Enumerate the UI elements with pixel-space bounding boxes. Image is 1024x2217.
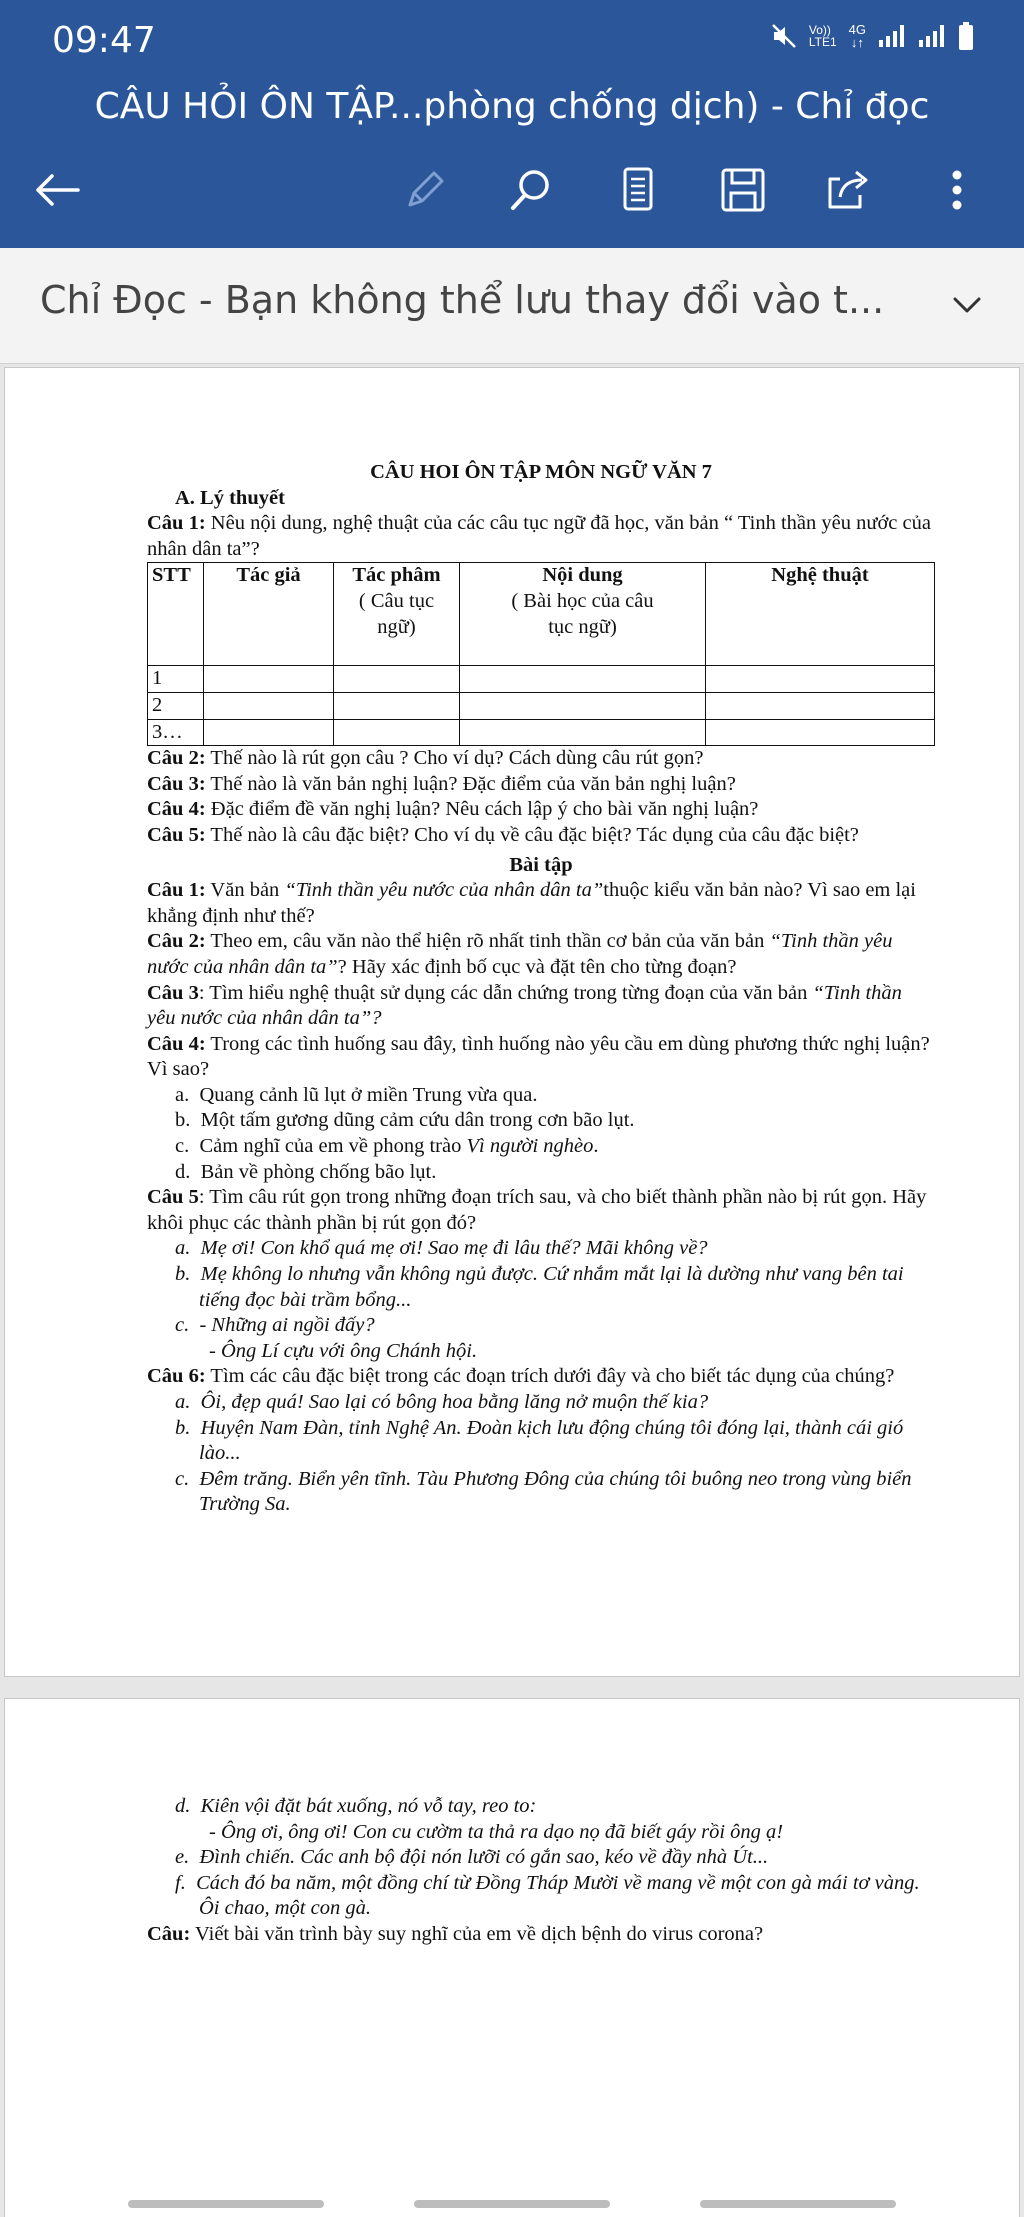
list-item: b. Một tấm gương dũng cảm cứu dân trong cơn bão lụt. (175, 1109, 635, 1132)
question-5: Câu 5: Thế nào là câu đặc biệt? Cho ví dụ về câu đặc biệt? Tác dụng của câu đặc biệt? (147, 823, 859, 846)
document-page-1[interactable] (4, 367, 1020, 1677)
list-item: d. Kiên vội đặt bát xuống, nó vỗ tay, reo to: (175, 1795, 537, 1817)
doc-title: CÂU HOI ÔN TẬP MÔN NGỮ VĂN 7 (370, 461, 712, 483)
list-item: c. Cảm nghĩ của em về phong trào Vì người nghèo. (175, 1135, 599, 1158)
read-only-banner[interactable] (0, 248, 1024, 364)
nav-back-button[interactable] (700, 2200, 896, 2208)
page-2-content (147, 1794, 935, 1948)
list-item: c. Đêm trăng. Biển yên tĩnh. Tàu Phương Đông của chúng tôi buông neo trong vùng biển Trường Sa. (175, 1467, 912, 1516)
battery-icon (958, 22, 974, 50)
reading-view-button[interactable] (603, 160, 673, 220)
exercise-6: Câu 6: Tìm các câu đặc biệt trong các đoạn trích dưới đây và cho biết tác dụng của chúng? (147, 1365, 895, 1388)
col-nghe-thuat: Nghệ thuật (706, 563, 935, 666)
col-tac-pham: Tác phâm ( Câu tục ngữ) (334, 563, 460, 666)
save-icon (718, 165, 768, 215)
network-label: Vo)) LTE1 (808, 23, 837, 49)
question-2: Câu 2: Thế nào là rút gọn câu ? Cho ví dụ? Cách dùng câu rút gọn? (147, 747, 704, 770)
final-question: Câu: Viết bài văn trình bày suy nghĩ của em về dịch bệnh do virus corona? (147, 1922, 764, 1945)
status-time: 09:47 (52, 20, 156, 61)
nav-recent-button[interactable] (128, 2200, 324, 2208)
back-icon (32, 170, 82, 210)
page-1-content (147, 460, 935, 1518)
question-4: Câu 4: Đặc điểm đề văn nghị luận? Nêu cách lập ý cho bài văn nghị luận? (147, 798, 759, 821)
more-options-button[interactable] (922, 160, 992, 220)
share-icon (824, 165, 874, 215)
list-item-continuation: - Ông Lí cựu với ông Chánh hội. (209, 1339, 478, 1362)
mute-icon (771, 23, 797, 49)
edit-button[interactable] (390, 160, 460, 220)
list-item: b. Huyện Nam Đàn, tỉnh Nghệ An. Đoàn kịch lưu động chúng tôi đóng lại, thành cái gió lào... (175, 1416, 904, 1465)
list-item: c. - Những ai ngồi đấy? (175, 1314, 375, 1337)
table-header-row (148, 563, 935, 666)
col-tac-gia: Tác giả (204, 563, 334, 666)
list-item-continuation: - Ông ơi, ông ơi! Con cu cườm ta thả ra dạo nọ đã biết gáy rồi ông ạ! (209, 1820, 784, 1843)
question-1: Câu 1: Nêu nội dung, nghệ thuật của các câu tục ngữ đã học, văn bản “ Tinh thần yêu nước của nhân dân ta”? (147, 512, 931, 560)
section-a-heading: A. Lý thuyết (175, 486, 285, 509)
table-row: 2 (148, 692, 935, 719)
network-type-label: 4G ↓↑ (848, 22, 866, 50)
status-icons (771, 22, 974, 50)
list-item: f. Cách đó ba năm, một đồng chí từ Đồng Tháp Mười về mang về một con gà mái tơ vàng. Ôi chao, một con gà. (175, 1871, 920, 1920)
exercise-5: Câu 5: Tìm câu rút gọn trong những đoạn trích sau, và cho biết thành phần nào bị rút gọn. Hãy khôi phục các thành phần bị rút gọn đó? (147, 1186, 927, 1234)
summary-table (147, 562, 935, 746)
question-3: Câu 3: Thế nào là văn bản nghị luận? Đặc điểm của văn bản nghị luận? (147, 772, 736, 795)
search-button[interactable] (496, 160, 566, 220)
signal-icon (878, 25, 906, 47)
list-item: a. Quang cảnh lũ lụt ở miền Trung vừa qua. (175, 1083, 538, 1106)
list-item: a. Ôi, đẹp quá! Sao lại có bông hoa bằng lăng nở muộn thế kia? (175, 1391, 709, 1413)
signal-icon-2 (918, 25, 946, 47)
col-noi-dung: Nội dung ( Bài học của câu tục ngữ) (460, 563, 706, 666)
back-button[interactable] (22, 160, 92, 220)
document-title: CÂU HỎI ÔN TẬP...phòng chống dịch) - Chỉ đọc (94, 86, 930, 127)
pen-icon (400, 165, 450, 215)
more-icon (947, 165, 967, 215)
table-row: 3… (148, 719, 935, 746)
exercise-3: Câu 3: Tìm hiểu nghệ thuật sử dụng các dẫn chứng trong từng đoạn của văn bản “Tinh thần yêu nước của nhân dân ta”? (147, 981, 902, 1030)
exercise-2: Câu 2: Theo em, câu văn nào thể hiện rõ nhất tinh thần cơ bản của văn bản “Tinh thần yêu nước của nhân dân ta”? Hãy xác định bố cục và đặt tên cho từng đoạn? (147, 930, 893, 978)
read-only-message: Chỉ Đọc - Bạn không thể lưu thay đổi vào t... (40, 278, 885, 322)
exercise-1: Câu 1: Văn bản “Tinh thần yêu nước của nhân dân ta”thuộc kiểu văn bản nào? Vì sao em lại khẳng định như thế? (147, 879, 916, 927)
exercise-heading: Bài tập (509, 853, 573, 876)
col-stt: STT (148, 563, 204, 666)
share-button[interactable] (814, 160, 884, 220)
reading-view-icon (618, 165, 658, 215)
exercise-4: Câu 4: Trong các tình huống sau đây, tình huống nào yêu cầu em dùng phương thức nghị luận? Vì sao? (147, 1032, 930, 1081)
list-item: d. Bản về phòng chống bão lụt. (175, 1160, 437, 1183)
list-item: e. Đình chiến. Các anh bộ đội nón lưỡi có gắn sao, kéo về đầy nhà Út... (175, 1846, 769, 1869)
nav-home-button[interactable] (414, 2200, 610, 2208)
table-row: 1 (148, 666, 935, 693)
save-button[interactable] (708, 160, 778, 220)
document-page-2[interactable] (4, 1698, 1020, 2217)
search-icon (506, 165, 556, 215)
list-item: a. Mẹ ơi! Con khổ quá mẹ ơi! Sao mẹ đi lâu thế? Mãi không về? (175, 1237, 708, 1260)
list-item: b. Mẹ không lo nhưng vẫn không ngủ được. Cứ nhắm mắt lại là dường như vang bên tai tiếng đọc bài trầm bổng... (175, 1263, 904, 1311)
navigation-bar (0, 2190, 1024, 2217)
app-header (0, 0, 1024, 248)
chevron-down-icon[interactable] (950, 288, 984, 322)
